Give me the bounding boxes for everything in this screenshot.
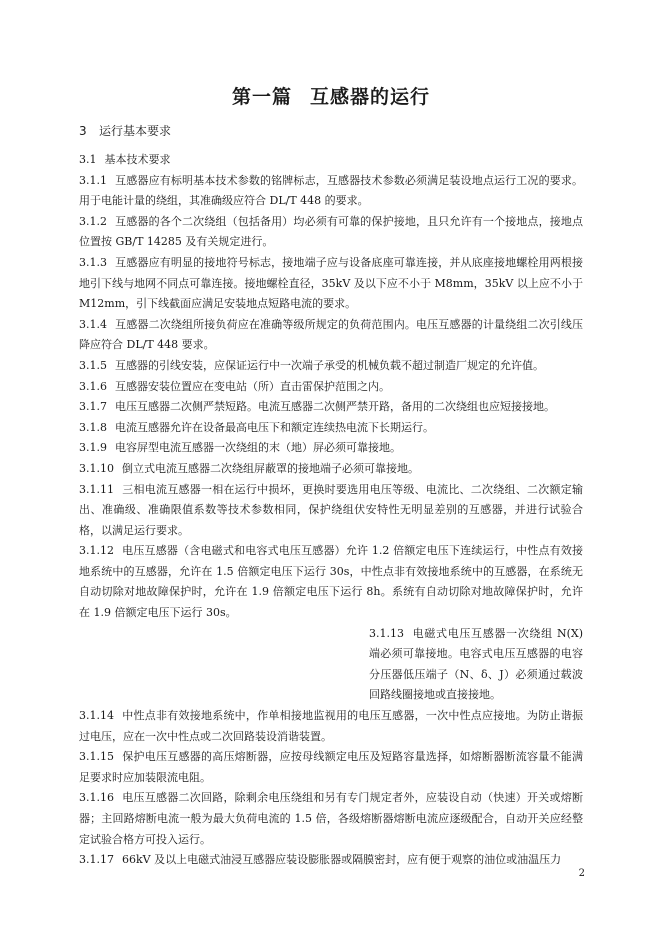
document-body [79, 150, 583, 871]
clause-number: 3.1.3 [79, 255, 107, 269]
paragraph-3-1-14 [79, 706, 583, 747]
clause-text: 基本技术要求 [104, 153, 171, 166]
clause-number: 3.1.14 [79, 709, 114, 723]
section-heading [79, 123, 171, 139]
title-name: 互感器的运行 [310, 86, 431, 108]
clause-number: 3.1 [79, 153, 97, 166]
clause-text: 互感器应有标明基本技术参数的铭牌标志，互感器技术参数必须满足装设地点运行工况的要求。用于电能计量的绕组，其准确级应符合 DL/T 448 的要求。 [79, 173, 583, 208]
paragraph-3-1-2 [79, 212, 583, 253]
paragraph-3-1-3 [79, 253, 583, 315]
clause-number: 3.1.16 [79, 791, 114, 805]
paragraph-3-1-1 [79, 171, 583, 212]
clause-text: 电容屏型电流互感器一次绕组的末（地）屏必须可靠接地。 [115, 441, 401, 455]
clause-text: 电流互感器允许在设备最高电压下和额定连续热电流下长期运行。 [115, 420, 434, 434]
clause-number: 3.1.5 [79, 358, 107, 372]
clause-number: 3.1.17 [79, 853, 114, 867]
clause-text: 电压互感器二次侧严禁短路。电流互感器二次侧严禁开路，备用的二次绕组也应短接接地。 [115, 400, 555, 414]
clause-number: 3.1.9 [79, 441, 107, 455]
paragraph-3-1-9 [79, 438, 583, 459]
clause-number: 3.1.10 [79, 461, 114, 475]
clause-text: 电压互感器（含电磁式和电容式电压互感器）允许 1.2 倍额定电压下连续运行，中性点有效接地系统中的互感器，允许在 1.5 倍额定电压下运行 30s，中性点非有效接地系统中的互感器，在系统无自动切除对地故障保护时，允许在 1.9 倍额定电压下运行 8h。系统有自动切除对地故障保护时，允许在 1.9 倍额定电压下运行 30s。 [79, 544, 583, 620]
clause-number: 3.1.15 [79, 750, 114, 764]
clause-number: 3.1.7 [79, 400, 107, 414]
clause-number: 3.1.4 [79, 317, 107, 331]
clause-number: 3.1.8 [79, 420, 107, 434]
paragraph-3-1-7 [79, 397, 583, 418]
clause-text: 互感器二次绕组所接负荷应在准确等级所规定的负荷范围内。电压互感器的计量绕组二次引线压降应符合 DL/T 448 要求。 [79, 317, 583, 352]
clause-text: 中性点非有效接地系统中，作单相接地监视用的电压互感器，一次中性点应接地。为防止谐振过电压，应在一次中性点或二次回路装设消谐装置。 [79, 709, 583, 743]
clause-text: 互感器应有明显的接地符号标志，接地端子应与设备底座可靠连接，并从底座接地螺栓用两根接地引下线与地网不同点可靠连接。接地螺栓直径，35kV 及以下应不小于 M8mm，35kV 以上应不小于 M12mm，引下线截面应满足安装地点短路电流的要求。 [79, 255, 583, 311]
paragraph-3-1-16 [79, 788, 583, 850]
paragraph-3-1-8 [79, 418, 583, 439]
clause-number: 3.1.6 [79, 379, 107, 393]
paragraph-3-1-12 [79, 541, 583, 623]
paragraph-3-1-6 [79, 377, 583, 398]
clause-text: 电压互感器二次回路，除剩余电压绕组和另有专门规定者外，应装设自动（快速）开关或熔断器；主回路熔断电流一般为最大负荷电流的 1.5 倍，各级熔断器熔断电流应逐级配合，自动开关应经整定试验合格方可投入运行。 [79, 791, 583, 846]
clause-text: 三相电流互感器一相在运行中损坏，更换时要选用电压等级、电流比、二次绕组、二次额定输出、准确级、准确限值系数等技术参数相同，保护绕组伏安特性无明显差别的互感器，并进行试验合格，以满足运行要求。 [79, 482, 583, 537]
clause-number: 3.1.11 [79, 482, 114, 496]
clause-text: 保护电压互感器的高压熔断器，应按母线额定电压及短路容量选择，如熔断器断流容量不能满足要求时应加装限流电阻。 [79, 750, 583, 784]
clause-text: 倒立式电流互感器二次绕组屏蔽罩的接地端子必须可靠接地。 [122, 461, 419, 475]
clause-text: 互感器的各个二次绕组（包括备用）均必须有可靠的保护接地，且只允许有一个接地点，接地点位置按 GB/T 14285 及有关规定进行。 [79, 214, 583, 249]
paragraph-3-1-15 [79, 747, 583, 788]
paragraph-3-1-11 [79, 480, 583, 542]
title-part: 第一篇 [231, 86, 292, 108]
paragraph-3-1-4 [79, 315, 583, 356]
clause-text: 66kV 及以上电磁式油浸互感器应装设膨胀器或隔膜密封，应有便于观察的油位或油温压力 [122, 853, 562, 867]
paragraph-3-1-13 [369, 624, 583, 706]
paragraph-3-1-17 [79, 850, 583, 871]
page-number: 2 [578, 868, 585, 879]
section-number: 3 [79, 124, 87, 138]
clause-number: 3.1.13 [369, 626, 404, 640]
paragraph-3-1 [79, 150, 583, 171]
section-title: 运行基本要求 [99, 124, 172, 138]
page-title [0, 84, 662, 110]
clause-number: 3.1.1 [79, 173, 107, 187]
clause-number: 3.1.2 [79, 214, 107, 228]
clause-text: 互感器安装位置应在变电站（所）直击雷保护范围之内。 [115, 379, 390, 393]
clause-text: 互感器的引线安装，应保证运行中一次端子承受的机械负载不超过制造厂规定的允许值。 [115, 358, 544, 372]
clause-text: 电磁式电压互感器一次绕组 N(X) 端必须可靠接地。电容式电压互感器的电容分压器低压端子（N、δ、J）必须通过载波回路线圈接地或直接接地。 [369, 626, 583, 702]
paragraph-3-1-10 [79, 459, 583, 480]
clause-number: 3.1.12 [79, 544, 114, 558]
paragraph-3-1-5 [79, 356, 583, 377]
